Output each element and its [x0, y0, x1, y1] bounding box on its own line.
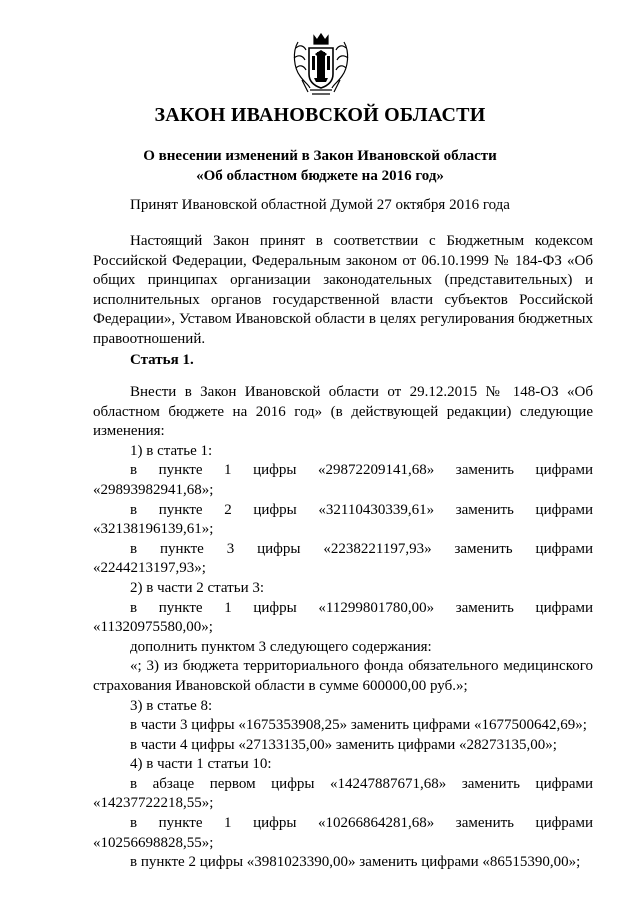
article-body — [93, 383, 593, 873]
item-1-point-1-cont: «29893982941,68»; — [93, 481, 214, 498]
item-2-point-1-cont: «11320975580,00»; — [93, 619, 213, 636]
item-4-point-1: в пункте 1 цифры «10266864281,68» заменить цифрами — [130, 815, 593, 832]
item-3-part-3: в части 3 цифры «1675353908,25» заменить цифрами «1677500642,69»; — [130, 717, 587, 734]
item-1-point-1: в пункте 1 цифры «29872209141,68» заменить цифрами — [130, 462, 593, 479]
subtitle-line-1: О внесении изменений в Закон Ивановской области — [143, 148, 497, 164]
item-4-paragraph-1-cont: «14237722218,55»; — [93, 795, 214, 812]
item-2-point-1: в пункте 1 цифры «11299801780,00» заменить цифрами — [130, 599, 593, 616]
item-3-part-4: в части 4 цифры «27133135,00» заменить цифрами «28273135,00»; — [130, 736, 557, 753]
item-2-add-point: дополнить пунктом 3 следующего содержания: — [130, 638, 432, 655]
item-1-point-2: в пункте 2 цифры «32110430339,61» заменить цифрами — [130, 501, 593, 518]
item-4-paragraph-1: в абзаце первом цифры «14247887671,68» заменить цифрами — [130, 775, 593, 792]
article-title: Статья 1. — [130, 352, 194, 368]
item-3: 3) в статье 8: — [130, 697, 213, 714]
law-title: ЗАКОН ИВАНОВСКОЙ ОБЛАСТИ — [154, 104, 486, 126]
item-1-point-3: в пункте 3 цифры «2238221197,93» заменить цифрами — [130, 540, 593, 557]
intro-section — [93, 232, 593, 350]
item-4-point-1-cont: «10256698828,55»; — [93, 834, 214, 851]
item-4: 4) в части 1 статьи 10: — [130, 756, 272, 773]
item-1-point-2-cont: «32138196139,61»; — [93, 521, 214, 538]
item-1-point-3-cont: «2244213197,93»; — [93, 560, 206, 577]
coat-of-arms-emblem-icon — [290, 30, 352, 100]
law-subtitle — [0, 146, 640, 186]
adoption-date: Принят Ивановской областной Думой 27 октября 2016 года — [130, 197, 510, 213]
intro-paragraph: Настоящий Закон принят в соответствии с Бюджетным кодексом Российской Федерации, Федеральным законом от 06.10.1999 № 184-ФЗ «Об общих принципах организации законодательных (представительных) и исполнительных органов государственной власти субъектов Российской Федерации», Уставом Ивановской области в целях регулирования бюджетных правоотношений. — [93, 233, 593, 347]
item-2: 2) в части 2 статьи 3: — [130, 579, 265, 596]
item-2-new-point-3-cont: страхования Ивановской области в сумме 600000,00 руб.»; — [93, 677, 468, 694]
item-4-point-2: в пункте 2 цифры «3981023390,00» заменить цифрами «86515390,00»; — [130, 854, 581, 871]
item-2-new-point-3: «; 3) из бюджета территориального фонда обязательного медицинского — [130, 658, 593, 675]
item-1: 1) в статье 1: — [130, 442, 213, 459]
subtitle-line-2: «Об областном бюджете на 2016 год» — [196, 168, 444, 184]
article-intro-paragraph: Внести в Закон Ивановской области от 29.12.2015 № 148-ОЗ «Об областном бюджете на 2016 год» (в действующей редакции) следующие изменения: — [93, 384, 593, 440]
